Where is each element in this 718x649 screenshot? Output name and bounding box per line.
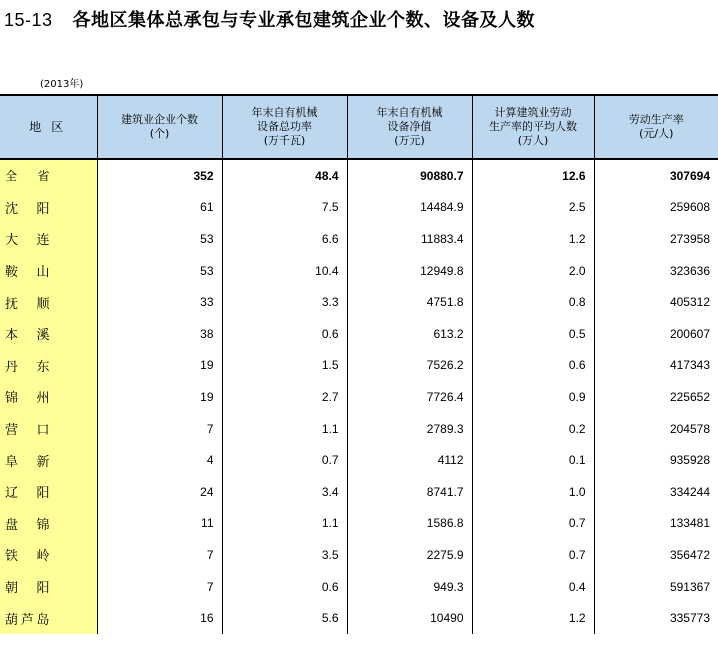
productivity-cell: 417343 (594, 350, 718, 382)
avg-workers-cell: 1.2 (472, 223, 594, 255)
col-header-net-value: 年末自有机械 设备净值 (万元) (347, 95, 472, 159)
avg-workers-cell: 12.6 (472, 159, 594, 192)
power-cell: 48.4 (222, 159, 347, 192)
region-cell: 丹东 (0, 350, 97, 382)
table-row (0, 476, 718, 508)
power-cell: 2.7 (222, 381, 347, 413)
avg-workers-cell: 0.2 (472, 413, 594, 445)
net-value-cell: 2789.3 (347, 413, 472, 445)
enterprises-cell: 7 (97, 413, 222, 445)
table-row (0, 444, 718, 476)
region-cell: 盘锦 (0, 508, 97, 540)
region-cell: 大连 (0, 223, 97, 255)
avg-workers-cell: 0.4 (472, 571, 594, 603)
net-value-cell: 90880.7 (347, 159, 472, 192)
enterprises-cell: 352 (97, 159, 222, 192)
col-header-region: 地区 (0, 95, 97, 159)
avg-workers-cell: 0.7 (472, 508, 594, 540)
enterprises-cell: 19 (97, 381, 222, 413)
avg-workers-cell: 1.2 (472, 602, 594, 634)
net-value-cell: 4751.8 (347, 286, 472, 318)
net-value-cell: 1586.8 (347, 508, 472, 540)
table-row (0, 286, 718, 318)
productivity-cell: 335773 (594, 602, 718, 634)
region-cell: 全省 (0, 159, 97, 192)
col-header-power: 年末自有机械 设备总功率 (万千瓦) (222, 95, 347, 159)
avg-workers-cell: 2.0 (472, 255, 594, 287)
enterprises-cell: 53 (97, 223, 222, 255)
table-row (0, 350, 718, 382)
table-row-total (0, 159, 718, 192)
productivity-cell: 200607 (594, 318, 718, 350)
avg-workers-cell: 0.9 (472, 381, 594, 413)
net-value-cell: 11883.4 (347, 223, 472, 255)
power-cell: 1.1 (222, 413, 347, 445)
productivity-cell: 273958 (594, 223, 718, 255)
productivity-cell: 334244 (594, 476, 718, 508)
avg-workers-cell: 1.0 (472, 476, 594, 508)
power-cell: 3.4 (222, 476, 347, 508)
net-value-cell: 7526.2 (347, 350, 472, 382)
net-value-cell: 8741.7 (347, 476, 472, 508)
enterprises-cell: 11 (97, 508, 222, 540)
avg-workers-cell: 2.5 (472, 192, 594, 224)
enterprises-cell: 7 (97, 539, 222, 571)
productivity-cell: 133481 (594, 508, 718, 540)
productivity-cell: 225652 (594, 381, 718, 413)
page-title (4, 6, 535, 32)
power-cell: 10.4 (222, 255, 347, 287)
net-value-cell: 12949.8 (347, 255, 472, 287)
productivity-cell: 935928 (594, 444, 718, 476)
avg-workers-cell: 0.7 (472, 539, 594, 571)
region-cell: 本溪 (0, 318, 97, 350)
region-cell: 阜新 (0, 444, 97, 476)
region-cell: 铁岭 (0, 539, 97, 571)
avg-workers-cell: 0.5 (472, 318, 594, 350)
enterprises-cell: 24 (97, 476, 222, 508)
productivity-cell: 204578 (594, 413, 718, 445)
net-value-cell: 7726.4 (347, 381, 472, 413)
productivity-cell: 307694 (594, 159, 718, 192)
power-cell: 7.5 (222, 192, 347, 224)
table-row (0, 223, 718, 255)
enterprises-cell: 4 (97, 444, 222, 476)
region-cell: 锦州 (0, 381, 97, 413)
table-row (0, 255, 718, 287)
header-row (0, 95, 718, 159)
enterprises-cell: 38 (97, 318, 222, 350)
net-value-cell: 10490 (347, 602, 472, 634)
power-cell: 0.6 (222, 318, 347, 350)
enterprises-cell: 7 (97, 571, 222, 603)
region-cell: 营口 (0, 413, 97, 445)
table-row (0, 381, 718, 413)
col-header-avg-workers: 计算建筑业劳动 生产率的平均人数 (万人) (472, 95, 594, 159)
region-cell: 抚顺 (0, 286, 97, 318)
power-cell: 1.1 (222, 508, 347, 540)
table-number: 15-13 (4, 10, 53, 30)
net-value-cell: 949.3 (347, 571, 472, 603)
net-value-cell: 14484.9 (347, 192, 472, 224)
power-cell: 6.6 (222, 223, 347, 255)
table-body (0, 159, 718, 634)
productivity-cell: 405312 (594, 286, 718, 318)
table-title: 各地区集体总承包与专业承包建筑企业个数、设备及人数 (72, 10, 536, 31)
enterprises-cell: 61 (97, 192, 222, 224)
productivity-cell: 323636 (594, 255, 718, 287)
power-cell: 1.5 (222, 350, 347, 382)
table-row (0, 508, 718, 540)
avg-workers-cell: 0.1 (472, 444, 594, 476)
statistics-table (0, 94, 718, 634)
region-cell: 辽阳 (0, 476, 97, 508)
col-header-productivity: 劳动生产率 (元/人) (594, 95, 718, 159)
power-cell: 3.3 (222, 286, 347, 318)
productivity-cell: 356472 (594, 539, 718, 571)
region-cell: 沈阳 (0, 192, 97, 224)
avg-workers-cell: 0.8 (472, 286, 594, 318)
table-header (0, 95, 718, 159)
net-value-cell: 2275.9 (347, 539, 472, 571)
table-row (0, 192, 718, 224)
table-row (0, 318, 718, 350)
table-row (0, 602, 718, 634)
table-row (0, 413, 718, 445)
power-cell: 0.7 (222, 444, 347, 476)
region-cell: 朝阳 (0, 571, 97, 603)
net-value-cell: 613.2 (347, 318, 472, 350)
productivity-cell: 591367 (594, 571, 718, 603)
productivity-cell: 259608 (594, 192, 718, 224)
table-row (0, 539, 718, 571)
table-row (0, 571, 718, 603)
year-note: (2013年) (40, 79, 84, 90)
enterprises-cell: 33 (97, 286, 222, 318)
net-value-cell: 4112 (347, 444, 472, 476)
enterprises-cell: 53 (97, 255, 222, 287)
region-cell: 鞍山 (0, 255, 97, 287)
power-cell: 3.5 (222, 539, 347, 571)
enterprises-cell: 16 (97, 602, 222, 634)
power-cell: 5.6 (222, 602, 347, 634)
region-cell: 葫芦岛 (0, 602, 97, 634)
power-cell: 0.6 (222, 571, 347, 603)
avg-workers-cell: 0.6 (472, 350, 594, 382)
col-header-enterprises: 建筑业企业个数 (个) (97, 95, 222, 159)
enterprises-cell: 19 (97, 350, 222, 382)
